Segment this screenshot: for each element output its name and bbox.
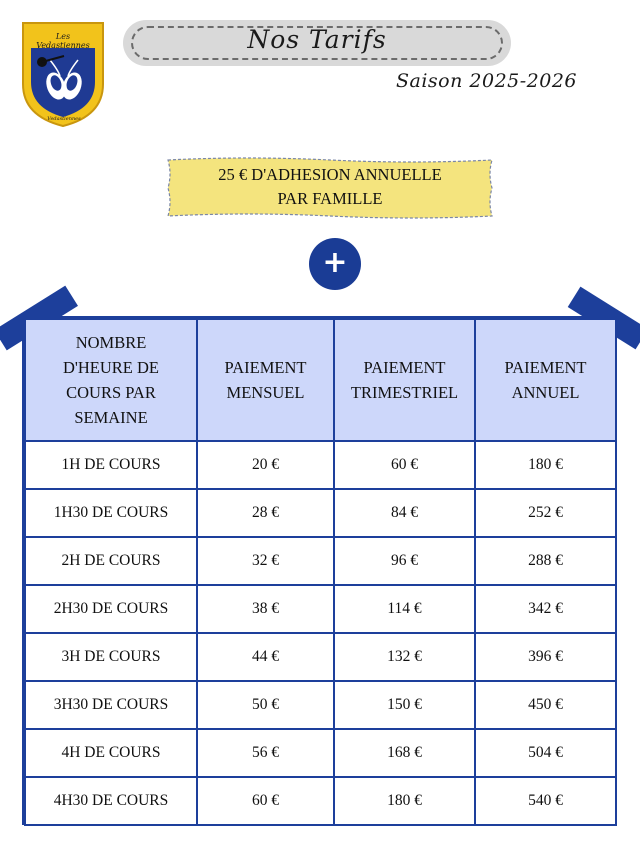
plus-icon: + (309, 238, 361, 290)
table-header-row (25, 319, 616, 441)
membership-fee-line1: 25 € D'ADHESION ANNUELLE (218, 165, 442, 184)
cell-hours: 2H DE COURS (25, 537, 197, 585)
cell-monthly: 50 € (197, 681, 334, 729)
cell-annual: 450 € (475, 681, 616, 729)
table-row (25, 633, 616, 681)
cell-quarterly: 180 € (334, 777, 475, 825)
cell-annual: 288 € (475, 537, 616, 585)
cell-monthly: 60 € (197, 777, 334, 825)
cell-hours: 4H30 DE COURS (25, 777, 197, 825)
cell-quarterly: 60 € (334, 441, 475, 489)
page-title: Nos Tarifs (247, 25, 387, 54)
logo-top-text: Les Vedastiennes (36, 32, 90, 50)
cell-quarterly: 84 € (334, 489, 475, 537)
logo-bottom-text: Vedastiennes (47, 116, 81, 122)
table-row (25, 537, 616, 585)
club-logo (20, 20, 106, 128)
cell-annual: 396 € (475, 633, 616, 681)
cell-hours: 1H DE COURS (25, 441, 197, 489)
title-banner (123, 20, 511, 66)
cell-hours: 3H DE COURS (25, 633, 197, 681)
cell-hours: 1H30 DE COURS (25, 489, 197, 537)
pricing-table (22, 316, 615, 825)
cell-monthly: 56 € (197, 729, 334, 777)
season-label: Saison 2025-2026 (396, 70, 578, 92)
cell-annual: 180 € (475, 441, 616, 489)
cell-monthly: 32 € (197, 537, 334, 585)
cell-quarterly: 150 € (334, 681, 475, 729)
cell-quarterly: 168 € (334, 729, 475, 777)
cell-quarterly: 114 € (334, 585, 475, 633)
header-quarterly: PAIEMENT TRIMESTRIEL (334, 319, 475, 441)
cell-annual: 540 € (475, 777, 616, 825)
cell-hours: 2H30 DE COURS (25, 585, 197, 633)
cell-monthly: 28 € (197, 489, 334, 537)
table-row (25, 729, 616, 777)
cell-monthly: 38 € (197, 585, 334, 633)
table-row (25, 441, 616, 489)
header-hours: NOMBRE D'HEURE DE COURS PAR SEMAINE (25, 319, 197, 441)
cell-quarterly: 132 € (334, 633, 475, 681)
cell-annual: 342 € (475, 585, 616, 633)
cell-quarterly: 96 € (334, 537, 475, 585)
cell-annual: 252 € (475, 489, 616, 537)
header-monthly: PAIEMENT MENSUEL (197, 319, 334, 441)
table-row (25, 489, 616, 537)
cell-monthly: 20 € (197, 441, 334, 489)
table-row (25, 585, 616, 633)
cell-monthly: 44 € (197, 633, 334, 681)
cell-hours: 4H DE COURS (25, 729, 197, 777)
table-row (25, 681, 616, 729)
header-annual: PAIEMENT ANNUEL (475, 319, 616, 441)
table-row (25, 777, 616, 825)
membership-fee-line2: PAR FAMILLE (277, 189, 383, 208)
cell-annual: 504 € (475, 729, 616, 777)
membership-fee-note (166, 157, 494, 219)
cell-hours: 3H30 DE COURS (25, 681, 197, 729)
